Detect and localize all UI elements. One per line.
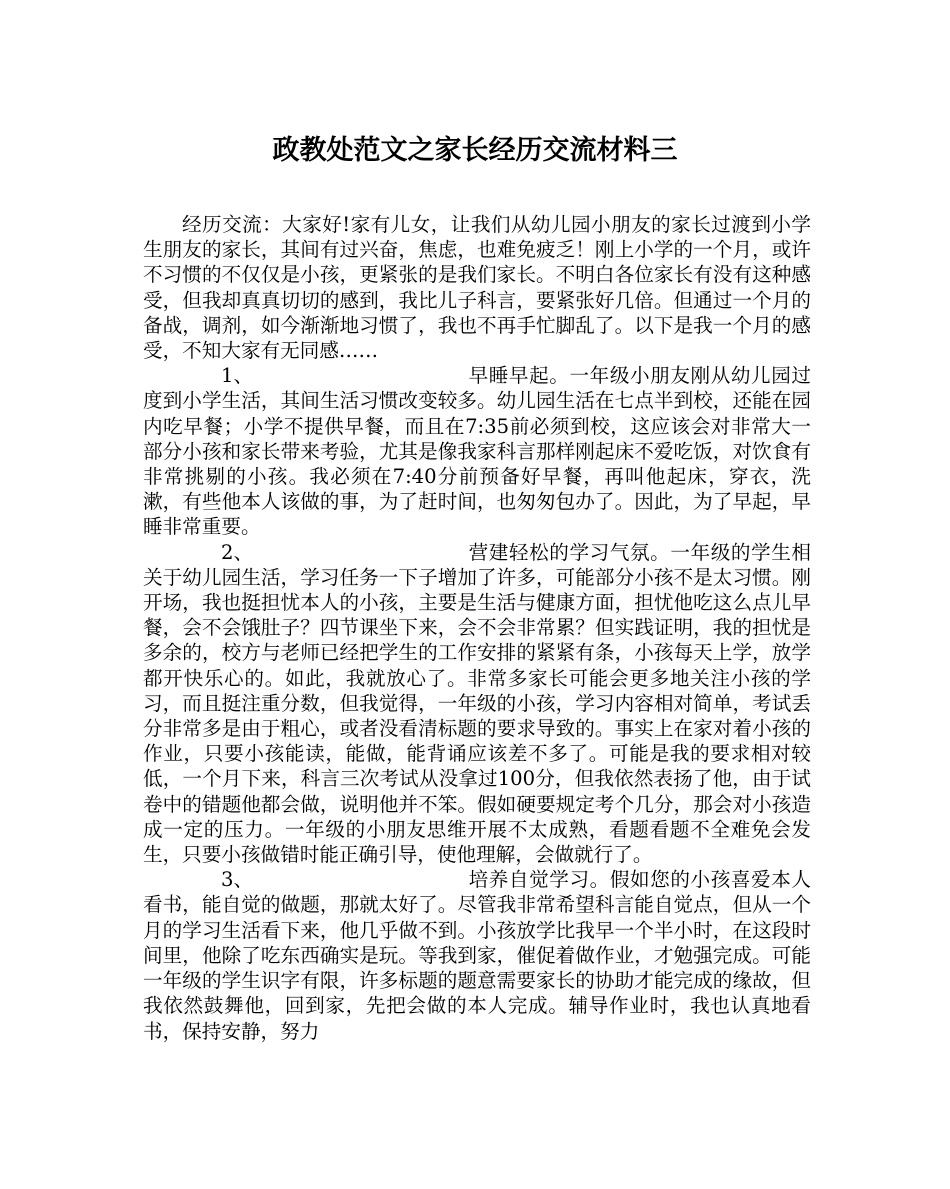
- section-1-paragraph: [143, 363, 811, 539]
- section-3-text: 培养自觉学习。假如您的小孩喜爱本人看书，能自觉的做题，那就太好了。尽管我非常希望科言能自觉点，但从一个月的学习生活看下来，他几乎做不到。小孩放学比我早一个半小时，在这段时间里，他除了吃东西确实是玩。等我到家，催促着做作业，才勉强完成。可能一年级的学生识字有限，许多标题的题意需要家长的协助才能完成的缘故，但我依然鼓舞他，回到家，先把会做的本人完成。辅导作业时，我也认真地看书，保持安静，努力: [143, 868, 811, 1043]
- document-body: [143, 212, 811, 1044]
- section-1-text: 早睡早起。一年级小朋友刚从幼儿园过度到小学生活，其间生活习惯改变较多。幼儿园生活在七点半到校，还能在园内吃早餐；小学不提供早餐，而且在7:35前必须到校，这应该会对非常大一部分小孩和家长带来考验，尤其是像我家科言那样刚起床不爱吃饭，对饮食有非常挑剔的小孩。我必须在7:40分前预备好早餐，再叫他起床，穿衣，洗漱，有些他本人该做的事，为了赶时间，也匆匆包办了。因此，为了早起，早睡非常重要。: [143, 364, 811, 539]
- section-2-number: 2、: [221, 540, 254, 564]
- section-1-number: 1、: [221, 364, 254, 388]
- section-3-paragraph: [143, 867, 811, 1043]
- section-2-text: 营建轻松的学习气氛。一年级的学生相关于幼儿园生活，学习任务一下子增加了许多，可能部分小孩不是太习惯。刚开场，我也挺担忧本人的小孩，主要是生活与健康方面，担忧他吃这么点儿早餐，会不会饿肚子？四节课坐下来，会不会非常累？但实践证明，我的担忧是多余的，校方与老师已经把学生的工作安排的紧紧有条，小孩每天上学，放学都开快乐心的。如此，我就放心了。非常多家长可能会更多地关注小孩的学习，而且挺注重分数，但我觉得，一年级的小孩，学习内容相对简单，考试丢分非常多是由于粗心，或者没看清标题的要求导致的。事实上在家对着小孩的作业，只要小孩能读，能做，能背诵应该差不多了。可能是我的要求相对较低，一个月下来，科言三次考试从没拿过100分，但我依然表扬了他，由于试卷中的错题他都会做，说明他并不笨。假如硬要规定考个几分，那会对小孩造成一定的压力。一年级的小朋友思维开展不太成熟，看题看题不全难免会发生，只要小孩做错时能正确引导，使他理解，会做就行了。: [143, 540, 811, 867]
- document-title: 政教处范文之家长经历交流材料三: [272, 135, 678, 166]
- section-3-number: 3、: [221, 868, 254, 892]
- intro-paragraph: 经历交流：大家好!家有儿女，让我们从幼儿园小朋友的家长过渡到小学生朋友的家长，其间有过兴奋，焦虑，也难免疲乏！刚上小学的一个月，或许不习惯的不仅仅是小孩，更紧张的是我们家长。不明白各位家长有没有这种感受，但我却真真切切的感到，我比儿子科言，要紧张好几倍。但通过一个月的备战，调剂，如今渐渐地习惯了，我也不再手忙脚乱了。以下是我一个月的感受，不知大家有无同感……: [143, 213, 811, 363]
- section-2-paragraph: [143, 540, 811, 868]
